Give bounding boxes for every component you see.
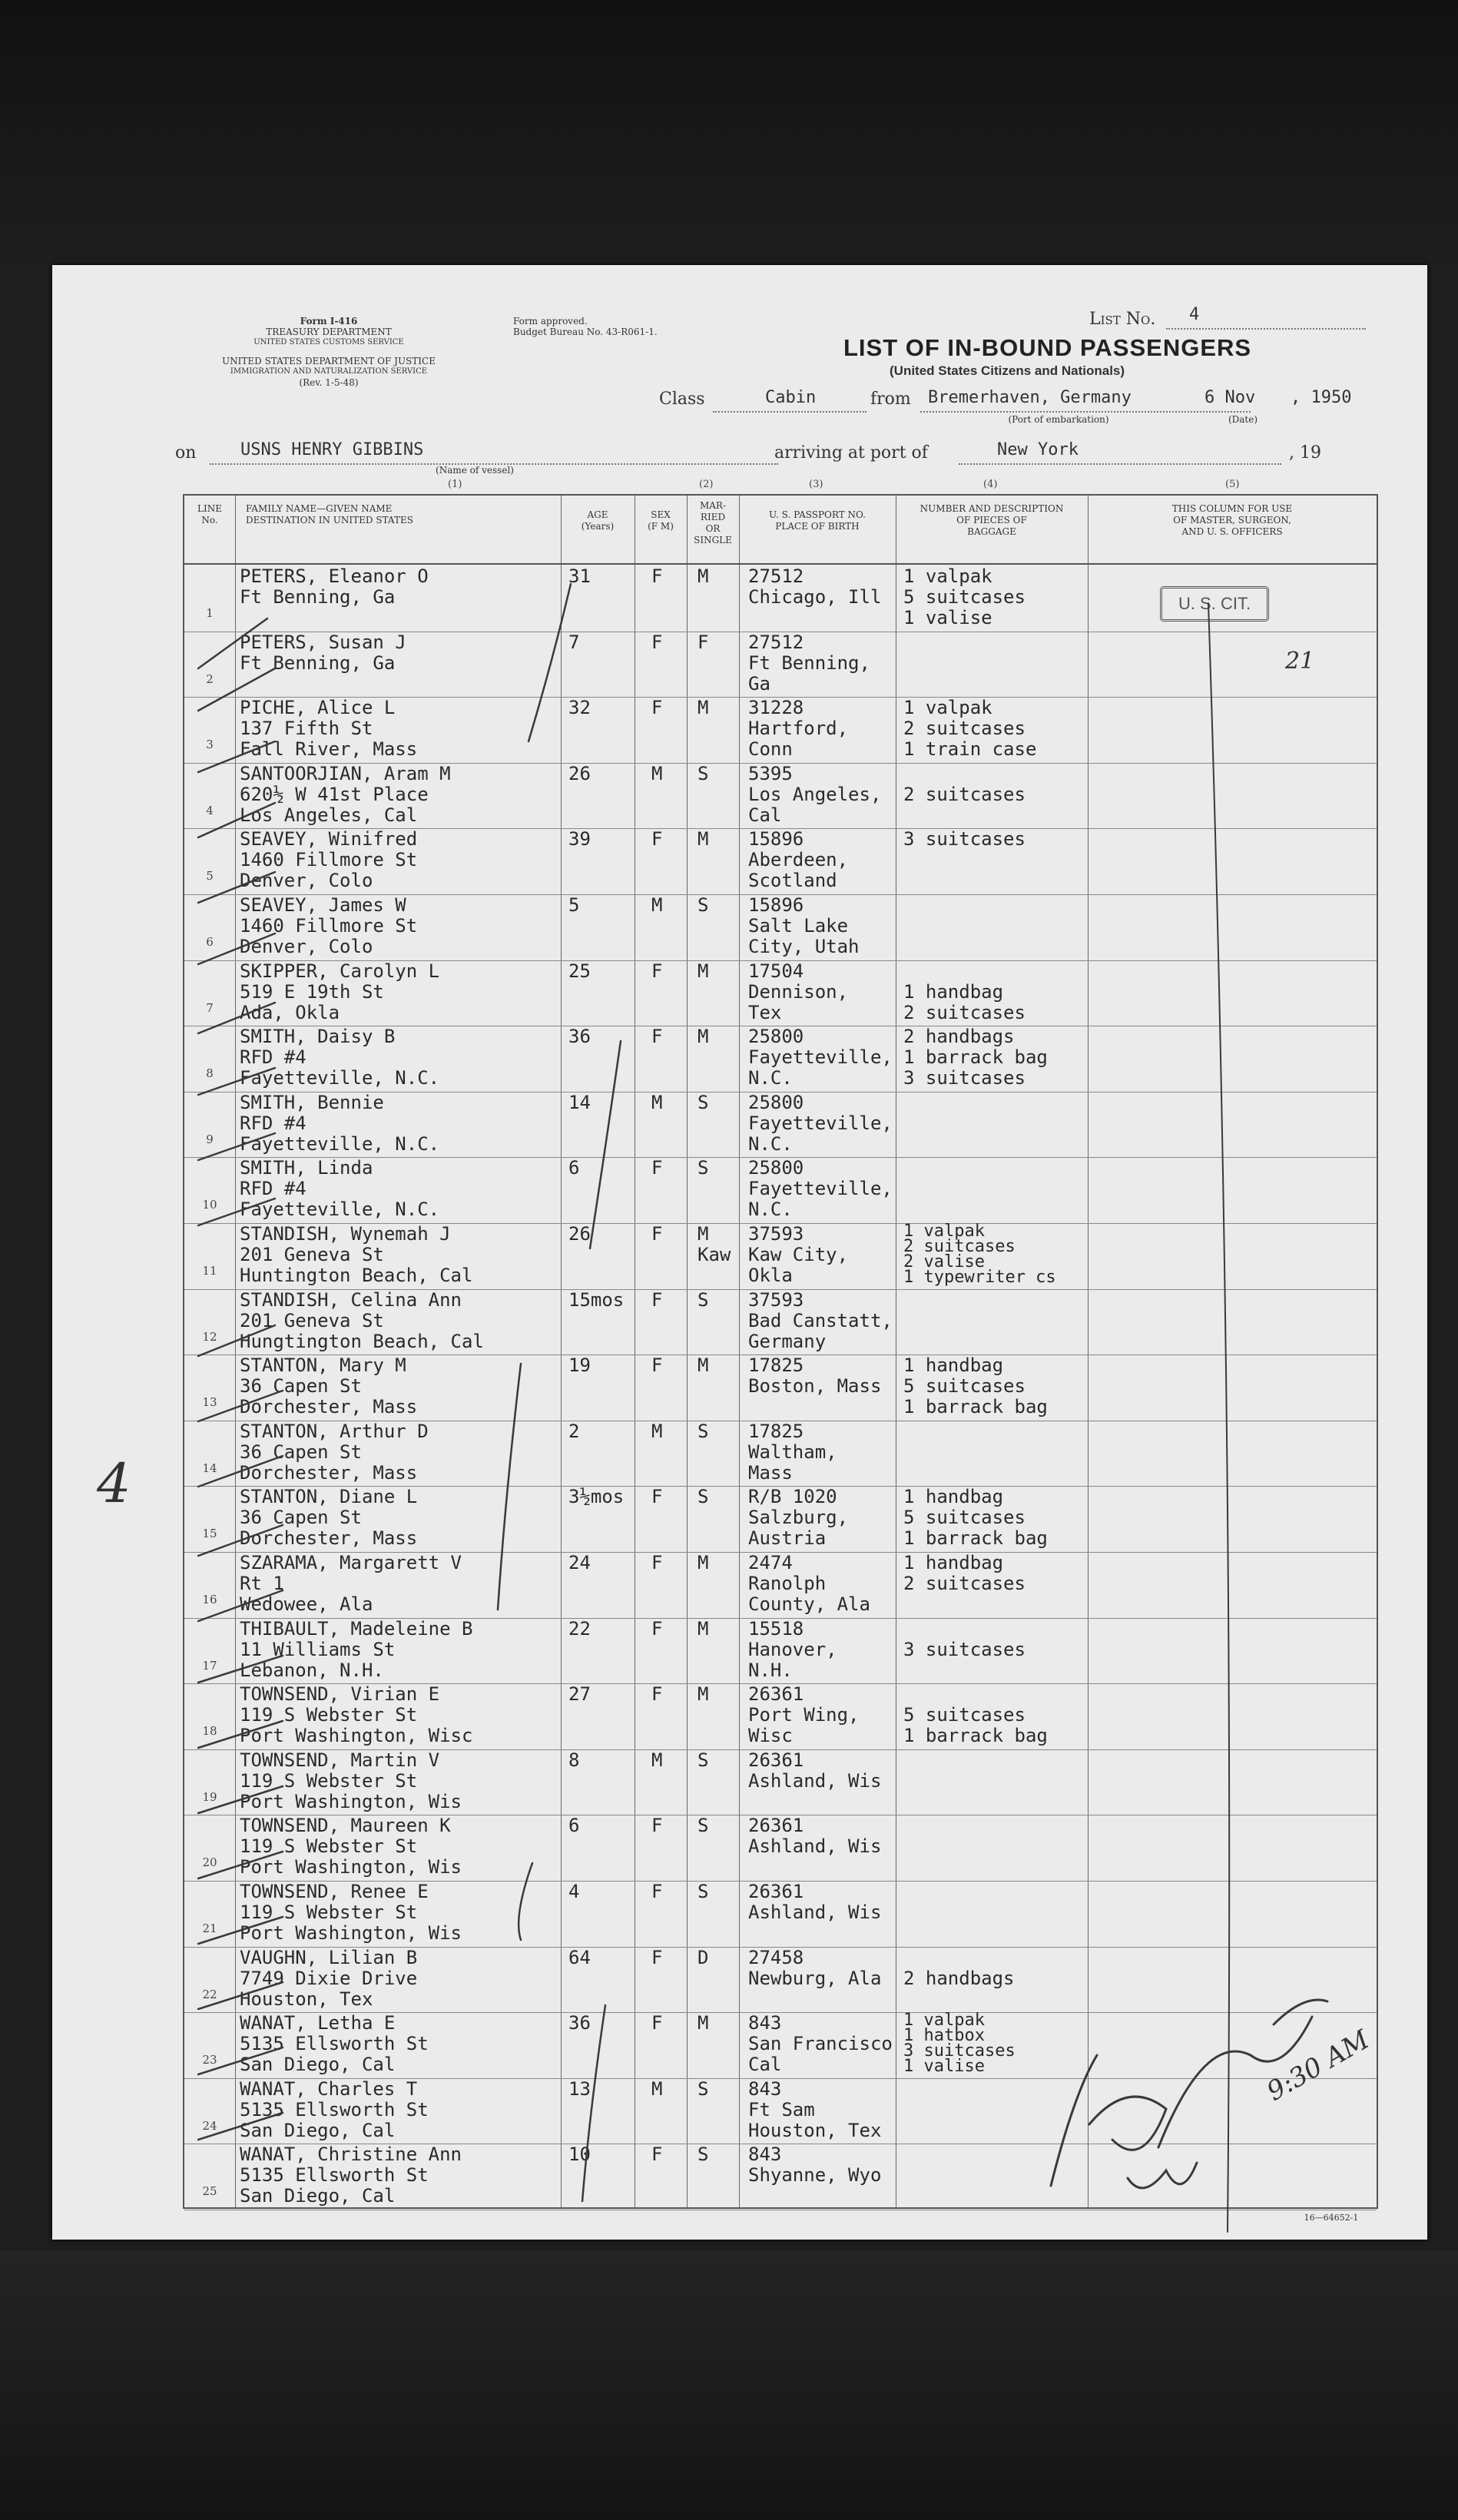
line-number: 15 — [202, 1527, 217, 1541]
cell-age: 25 — [568, 960, 591, 982]
dept-immigration: IMMIGRATION AND NATURALIZATION SERVICE — [230, 367, 428, 376]
check-mark — [198, 1982, 283, 2009]
cell-age: 2 — [568, 1420, 580, 1442]
cell-ms: S — [698, 1486, 709, 1508]
line-number: 7 — [206, 1000, 214, 1015]
cell-bag: 1 valpak 1 hatbox 3 suitcases 1 valise — [903, 2011, 1016, 2077]
cell-age: 6 — [568, 1815, 580, 1837]
pencil-stroke — [582, 2005, 605, 2201]
arrival-time-note: 9:30 AM — [1261, 2024, 1375, 2107]
cell-age: 24 — [568, 1552, 591, 1573]
cell-age: 31 — [568, 565, 591, 587]
arriving-label: arriving at port of — [774, 443, 928, 463]
check-mark — [198, 1721, 283, 1748]
cell-ms: S — [698, 762, 709, 784]
check-mark — [198, 1917, 283, 1944]
cell-bag: 1 handbag 2 suitcases — [903, 1552, 1026, 1594]
col-num-2: (2) — [699, 479, 714, 490]
on-label: on — [175, 443, 197, 463]
check-mark — [198, 668, 275, 711]
line-number: 9 — [206, 1132, 214, 1146]
cell-name: TOWNSEND, Virian E 119 S Webster St Port Washington, Wisc — [240, 1683, 473, 1747]
line-number: 14 — [202, 1461, 217, 1475]
cell-pp: R/B 1020 Salzburg, Austria — [748, 1486, 849, 1550]
form-approved: Form approved. — [513, 316, 588, 327]
cell-pp: 26361 Port Wing, Wisc — [748, 1683, 860, 1747]
cell-ms: M Kaw — [698, 1223, 731, 1265]
budget-bureau-no: Budget Bureau No. 43-R061-1. — [513, 327, 658, 337]
cell-ms: S — [698, 1749, 709, 1771]
line-number: 13 — [202, 1395, 217, 1410]
cell-pp: 17504 Dennison, Tex — [748, 960, 849, 1023]
line-number: 22 — [202, 1987, 217, 2001]
form-revision: (Rev. 1-5-48) — [299, 377, 359, 388]
cell-ms: S — [698, 1815, 709, 1837]
cell-sex: F — [651, 2144, 663, 2166]
list-no-label: List No. — [1089, 310, 1156, 329]
us-citizen-stamp: U. S. CIT. — [1160, 586, 1269, 622]
cell-name: SZARAMA, Margarett V Rt 1 Wedowee, Ala — [240, 1552, 462, 1615]
cell-ms: S — [698, 1420, 709, 1442]
line-number: 16 — [202, 1593, 217, 1606]
cell-bag: 1 handbag 2 suitcases — [903, 980, 1026, 1023]
check-mark — [198, 2113, 283, 2140]
form-code: 16—64652-1 — [1304, 2213, 1359, 2223]
cell-name: SANTOORJIAN, Aram M 620½ W 41st Place Los Angeles, Cal — [240, 762, 451, 826]
col-num-1: (1) — [448, 479, 462, 490]
check-mark — [198, 1325, 275, 1356]
cell-pp: 843 Ft Sam Houston, Tex — [748, 2077, 882, 2141]
cell-name: SEAVEY, Winifred 1460 Fillmore St Denver, Colo — [240, 828, 418, 892]
cell-name: SEAVEY, James W 1460 Fillmore St Denver, Colo — [240, 894, 418, 957]
cell-ms: M — [698, 1617, 709, 1640]
cell-pp: 31228 Hartford, Conn — [748, 697, 849, 761]
from-value: Bremerhaven, Germany — [928, 388, 1132, 407]
cell-name: TOWNSEND, Maureen K 119 S Webster St Port Washington, Wis — [240, 1815, 462, 1878]
cell-pp: 26361 Ashland, Wis — [748, 1881, 882, 1923]
cell-age: 64 — [568, 1946, 591, 1968]
cell-pp: 15896 Aberdeen, Scotland — [748, 828, 849, 892]
cell-sex: F — [651, 2012, 663, 2034]
cell-pp: 26361 Ashland, Wis — [748, 1749, 882, 1792]
cell-sex: M — [651, 762, 663, 784]
cell-bag: 3 suitcases — [903, 1638, 1026, 1660]
cell-sex: F — [651, 1026, 663, 1048]
cell-pp: 17825 Waltham, Mass — [748, 1420, 837, 1484]
embarkation-caption: (Port of embarkation) — [1008, 414, 1109, 425]
cell-sex: M — [651, 2077, 663, 2100]
cell-ms: M — [698, 1683, 709, 1706]
cell-pp: 25800 Fayetteville, N.C. — [748, 1157, 893, 1221]
cell-pp: 5395 Los Angeles, Cal — [748, 762, 882, 826]
cell-name: STANDISH, Celina Ann 201 Geneva St Hungtington Beach, Cal — [240, 1288, 484, 1352]
check-mark — [198, 933, 275, 964]
header-officers-column: THIS COLUMN FOR USE OF MASTER, SURGEON, AND U. S. OFFICERS — [1171, 503, 1293, 537]
cell-name: SMITH, Bennie RFD #4 Fayetteville, N.C. — [240, 1091, 440, 1155]
cell-sex: M — [651, 1091, 663, 1113]
cell-sex: F — [651, 631, 663, 653]
dept-treasury: TREASURY DEPARTMENT — [266, 327, 392, 337]
line-number: 3 — [206, 738, 214, 752]
cell-pp: 25800 Fayetteville, N.C. — [748, 1026, 893, 1089]
cell-sex: F — [651, 1552, 663, 1573]
cell-sex: M — [651, 1420, 663, 1442]
cell-ms: M — [698, 2012, 709, 2034]
cell-pp: 15518 Hanover, N.H. — [748, 1617, 837, 1681]
cell-age: 39 — [568, 828, 591, 850]
class-value: Cabin — [765, 388, 817, 407]
cell-age: 19 — [568, 1354, 591, 1377]
check-mark — [198, 1590, 283, 1621]
line-number: 8 — [206, 1066, 214, 1081]
cell-age: 32 — [568, 697, 591, 719]
cell-ms: M — [698, 1354, 709, 1377]
line-number: 24 — [202, 2118, 217, 2133]
cell-bag: 1 valpak 2 suitcases 2 valise 1 typewriter cs — [903, 1222, 1056, 1287]
cell-ms: S — [698, 1288, 709, 1311]
cell-ms: M — [698, 565, 709, 587]
line-number: 11 — [202, 1264, 217, 1278]
cell-bag: 2 handbags 1 barrack bag 3 suitcases — [903, 1026, 1048, 1089]
cell-pp: 843 San Francisco Cal — [748, 2012, 893, 2076]
cell-age: 4 — [568, 1881, 580, 1902]
cell-age: 8 — [568, 1749, 580, 1771]
line-number: 20 — [202, 1855, 217, 1870]
cell-name: THIBAULT, Madeleine B 11 Williams St Lebanon, N.H. — [240, 1617, 473, 1681]
cell-sex: F — [651, 1881, 663, 1902]
cell-ms: S — [698, 2144, 709, 2166]
cell-age: 7 — [568, 631, 580, 653]
cell-sex: F — [651, 1354, 663, 1377]
class-label: Class — [659, 390, 705, 409]
cell-name: WANAT, Charles T 5135 Ellsworth St San Diego, Cal — [240, 2077, 429, 2141]
cell-sex: F — [651, 1683, 663, 1706]
check-mark — [198, 618, 267, 668]
cell-pp: 37593 Bad Canstatt, Germany — [748, 1288, 893, 1352]
line-number: 1 — [206, 606, 214, 620]
margin-mark: 4 — [97, 1452, 131, 1515]
line-number: 21 — [202, 1922, 217, 1935]
cell-name: SMITH, Daisy B RFD #4 Fayetteville, N.C. — [240, 1026, 440, 1089]
cell-bag: 1 valpak 2 suitcases 1 train case — [903, 697, 1037, 761]
pencil-stroke — [529, 584, 571, 741]
check-mark — [198, 803, 275, 837]
check-mark — [198, 741, 275, 772]
year-value: , 1950 — [1291, 388, 1352, 407]
line-number: 18 — [202, 1724, 217, 1739]
check-mark — [198, 872, 275, 903]
cell-ms: M — [698, 1552, 709, 1573]
cell-sex: F — [651, 1486, 663, 1508]
cell-bag: 2 suitcases — [903, 783, 1026, 805]
cell-ms: S — [698, 2077, 709, 2100]
cell-pp: 843 Shyanne, Wyo — [748, 2144, 882, 2187]
header-baggage: NUMBER AND DESCRIPTION OF PIECES OF BAGGAGE — [920, 503, 1064, 537]
cell-name: PETERS, Susan J Ft Benning, Ga — [240, 631, 406, 674]
cell-pp: 27458 Newburg, Ala — [748, 1946, 882, 1989]
cell-ms: M — [698, 828, 709, 850]
officer-initials — [1128, 2163, 1197, 2188]
cell-sex: F — [651, 1617, 663, 1640]
cell-name: SKIPPER, Carolyn L 519 E 19th St Ada, Okla — [240, 960, 440, 1023]
vessel-name: USNS HENRY GIBBINS — [240, 440, 424, 459]
cell-age: 22 — [568, 1617, 591, 1640]
cell-age: 14 — [568, 1091, 591, 1113]
cell-ms: S — [698, 894, 709, 916]
list-no-value: 4 — [1189, 305, 1200, 324]
cell-name: SMITH, Linda RFD #4 Fayetteville, N.C. — [240, 1157, 440, 1221]
check-mark — [198, 2048, 283, 2074]
col-num-5: (5) — [1225, 479, 1240, 490]
check-mark — [198, 1456, 283, 1487]
cell-pp: 25800 Fayetteville, N.C. — [748, 1091, 893, 1155]
cell-bag: 2 handbags — [903, 1967, 1015, 1989]
cell-age: 36 — [568, 1026, 591, 1048]
cell-bag: 5 suitcases 1 barrack bag — [903, 1704, 1048, 1747]
line-number: 4 — [206, 803, 214, 817]
dept-justice: UNITED STATES DEPARTMENT OF JUSTICE — [222, 356, 436, 366]
cell-bag: 1 handbag 5 suitcases 1 barrack bag — [903, 1486, 1048, 1550]
cell-age: 13 — [568, 2077, 591, 2100]
pencil-stroke — [498, 1364, 521, 1610]
cell-age: 27 — [568, 1683, 591, 1706]
cell-sex: F — [651, 1946, 663, 1968]
check-mark — [198, 1133, 275, 1160]
header-sex: SEX (F M) — [648, 509, 674, 532]
cell-name: VAUGHN, Lilian B 7749 Dixie Drive Houston, Tex — [240, 1946, 418, 2010]
cell-sex: F — [651, 1288, 663, 1311]
dept-customs: UNITED STATES CUSTOMS SERVICE — [253, 338, 404, 346]
cell-name: TOWNSEND, Martin V 119 S Webster St Port Washington, Wis — [240, 1749, 462, 1812]
check-mark — [198, 1391, 283, 1421]
cell-pp: 2474 Ranolph County, Ala — [748, 1552, 870, 1615]
cell-bag: 3 suitcases — [903, 828, 1026, 850]
count-annotation: 21 — [1285, 648, 1315, 675]
check-mark — [198, 1786, 283, 1813]
line-number: 25 — [202, 2184, 217, 2199]
cell-name: STANTON, Diane L 36 Capen St Dorchester, Mass — [240, 1486, 418, 1550]
check-mark — [198, 1003, 275, 1033]
cell-ms: D — [698, 1946, 709, 1968]
cell-pp: 15896 Salt Lake City, Utah — [748, 894, 860, 957]
scan-background-top — [0, 0, 1458, 261]
check-mark — [198, 1656, 283, 1683]
cell-ms: S — [698, 1091, 709, 1113]
cell-ms: S — [698, 1881, 709, 1902]
cell-sex: F — [651, 1157, 663, 1179]
cell-name: PETERS, Eleanor O Ft Benning, Ga — [240, 565, 429, 608]
line-number: 23 — [202, 2053, 217, 2067]
date-value: 6 Nov — [1205, 388, 1256, 407]
cell-age: 36 — [568, 2012, 591, 2034]
cell-name: WANAT, Letha E 5135 Ellsworth St San Diego, Cal — [240, 2012, 429, 2076]
col-num-3: (3) — [809, 479, 823, 490]
cell-pp: 26361 Ashland, Wis — [748, 1815, 882, 1858]
cell-pp: 17825 Boston, Mass — [748, 1354, 882, 1398]
cell-ms: M — [698, 1026, 709, 1048]
cell-sex: F — [651, 960, 663, 982]
cell-name: PICHE, Alice L 137 Fifth St Fall River, Mass — [240, 697, 418, 761]
page-title: LIST OF IN-BOUND PASSENGERS — [843, 334, 1252, 361]
cell-pp: 27512 Ft Benning, Ga — [748, 631, 870, 695]
line-number: 2 — [206, 671, 214, 686]
check-mark — [198, 1525, 283, 1556]
pencil-stroke — [519, 1863, 532, 1940]
line-number: 17 — [202, 1658, 217, 1673]
cell-ms: F — [698, 631, 709, 653]
cell-ms: S — [698, 1157, 709, 1179]
line-number: 12 — [202, 1329, 217, 1344]
line-number: 6 — [206, 935, 214, 949]
cell-sex: F — [651, 565, 663, 587]
cell-name: STANDISH, Wynemah J 201 Geneva St Huntington Beach, Cal — [240, 1223, 473, 1286]
header-name: FAMILY NAME—GIVEN NAME DESTINATION IN UNITED STATES — [246, 503, 413, 526]
check-mark — [198, 1068, 275, 1095]
header-married: MAR- RIED OR SINGLE — [694, 500, 732, 545]
cell-age: 10 — [568, 2144, 591, 2166]
cell-bag: 1 handbag 5 suitcases 1 barrack bag — [903, 1354, 1048, 1418]
cell-ms: M — [698, 697, 709, 719]
verification-line — [1208, 603, 1229, 2232]
header-line-no: LINE No. — [197, 503, 222, 526]
cell-sex: F — [651, 1815, 663, 1837]
cell-name: STANTON, Arthur D 36 Capen St Dorchester, Mass — [240, 1420, 429, 1484]
cell-bag: 1 valpak 5 suitcases 1 valise — [903, 565, 1026, 628]
from-label: from — [870, 390, 911, 409]
check-mark — [198, 1852, 283, 1878]
col-num-4: (4) — [983, 479, 998, 490]
line-number: 10 — [202, 1198, 217, 1212]
manifest-page — [52, 265, 1427, 2240]
handwriting-overlay — [52, 265, 1427, 2240]
cell-age: 3½mos — [568, 1486, 625, 1508]
header-passport: U. S. PASSPORT NO. PLACE OF BIRTH — [769, 509, 866, 532]
header-age: AGE (Years) — [581, 509, 615, 532]
cell-name: WANAT, Christine Ann 5135 Ellsworth St San Diego, Cal — [240, 2144, 462, 2207]
cell-sex: F — [651, 697, 663, 719]
cell-ms: M — [698, 960, 709, 982]
cell-age: 6 — [568, 1157, 580, 1179]
cell-age: 5 — [568, 894, 580, 916]
cell-sex: M — [651, 894, 663, 916]
line-number: 5 — [206, 869, 214, 884]
check-marks — [198, 584, 1327, 2232]
vessel-caption: (Name of vessel) — [436, 465, 514, 476]
cell-name: STANTON, Mary M 36 Capen St Dorchester, Mass — [240, 1354, 418, 1418]
check-mark — [198, 1199, 275, 1225]
cell-age: 26 — [568, 762, 591, 784]
cell-pp: 37593 Kaw City, Okla — [748, 1223, 849, 1286]
line-number: 19 — [202, 1789, 217, 1804]
cell-age: 15mos — [568, 1288, 625, 1311]
pencil-stroke — [590, 1041, 621, 1248]
date-caption: (Date) — [1228, 414, 1258, 425]
cell-pp: 27512 Chicago, Ill — [748, 565, 882, 608]
cell-sex: F — [651, 1223, 663, 1245]
year-prefix: , 19 — [1289, 443, 1321, 463]
cell-name: TOWNSEND, Renee E 119 S Webster St Port Washington, Wis — [240, 1881, 462, 1944]
scan-background-bottom — [0, 2251, 1458, 2520]
cell-age: 26 — [568, 1223, 591, 1245]
page-subtitle: (United States Citizens and Nationals) — [890, 363, 1125, 378]
form-number: Form I-416 — [300, 316, 358, 327]
port-value: New York — [997, 440, 1079, 459]
cell-sex: F — [651, 828, 663, 850]
cell-sex: M — [651, 1749, 663, 1771]
